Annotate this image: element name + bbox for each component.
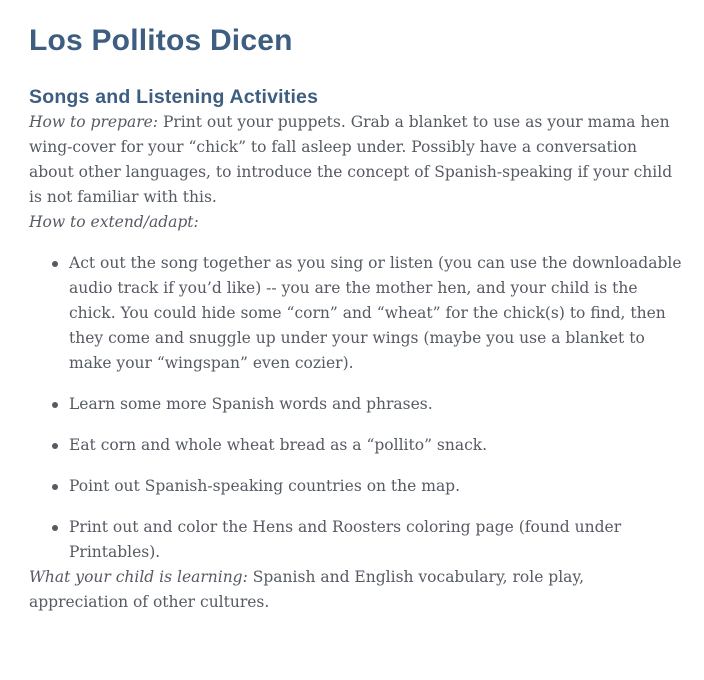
list-item: [69, 251, 684, 376]
list-item-text: Learn some more Spanish words and phrases.: [69, 395, 433, 413]
list-item-text: Eat corn and whole wheat bread as a “pollito” snack.: [69, 436, 488, 454]
activity-list: [29, 251, 684, 565]
list-item: [69, 515, 684, 565]
section-heading: Songs and Listening Activities: [29, 86, 319, 108]
learning-text: Spanish and English vocabulary, role play, appreciation of other cultures.: [29, 568, 585, 611]
article: [29, 0, 684, 615]
bullet-dot-icon: [52, 402, 58, 408]
list-item-text: Act out the song together as you sing or listen (you can use the downloadable audio track if you’d like) -- you are the mother hen, and your child is the chick. You could hide some “corn” and “wheat” for the chick(s) to find, then they come and snuggle up under your wings (maybe you use a blanket to make your “wingspan” even cozier).: [69, 254, 682, 372]
bullet-dot-icon: [52, 484, 58, 490]
article-body: [29, 110, 684, 615]
list-item-text: Point out Spanish-speaking countries on the map.: [69, 477, 461, 495]
page-title: Los Pollitos Dicen: [29, 24, 293, 57]
prepare-lead: How to prepare:: [29, 113, 159, 131]
extend-lead: How to extend/adapt:: [29, 213, 199, 231]
bullet-dot-icon: [52, 261, 58, 267]
learning-lead: What your child is learning:: [29, 568, 248, 586]
bullet-dot-icon: [52, 525, 58, 531]
list-item: [69, 392, 684, 417]
list-item: [69, 433, 684, 458]
bullet-dot-icon: [52, 443, 58, 449]
prepare-text: Print out your puppets. Grab a blanket to use as your mama hen wing-cover for your “chick” to fall asleep under. Possibly have a conversation about other languages, to introduce the concept of Spanish-speaking if your child is not familiar with this.: [29, 113, 673, 206]
learning-paragraph: [29, 565, 684, 615]
list-item: [69, 474, 684, 499]
prepare-paragraph: [29, 110, 684, 210]
extend-paragraph: [29, 210, 684, 235]
list-item-text: Print out and color the Hens and Roosters coloring page (found under Printables).: [69, 518, 622, 561]
